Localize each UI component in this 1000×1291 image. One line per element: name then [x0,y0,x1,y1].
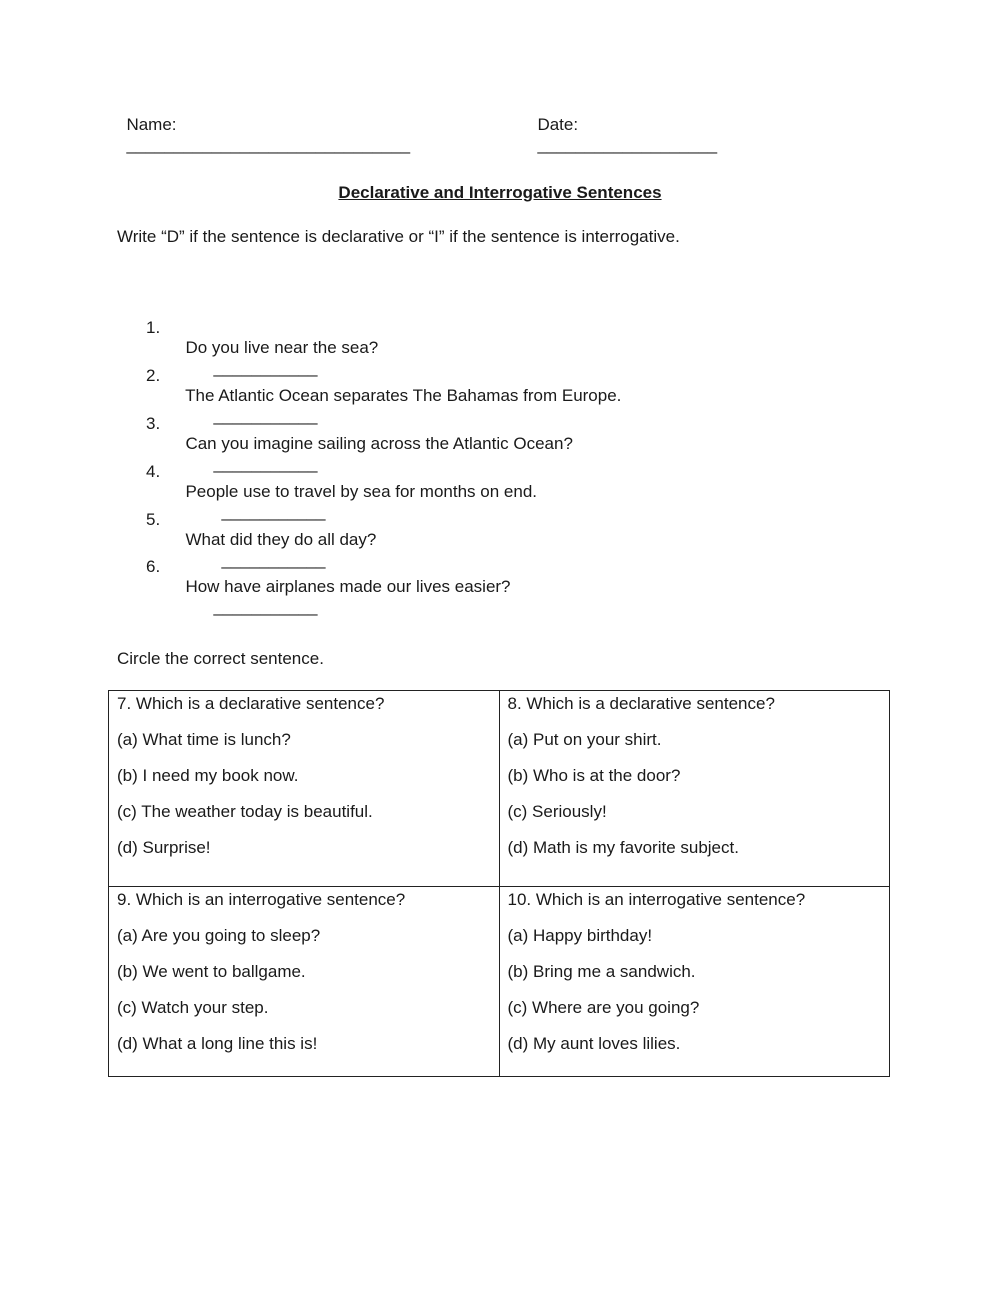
mc-option[interactable]: (b) Who is at the door? [507,766,681,785]
mc-option[interactable]: (c) Watch your step. [117,998,269,1017]
table-row [109,887,890,1077]
question-text: The Atlantic Ocean separates The Bahamas from Europe. [185,386,622,405]
mc-question: 10. Which is an interrogative sentence? [507,890,806,909]
mc-option[interactable]: (d) Surprise! [117,838,211,857]
question-cell [109,887,500,1077]
mc-option[interactable]: (b) I need my book now. [117,766,299,785]
mc-option[interactable]: (a) What time is lunch? [117,730,291,749]
question-text: People use to travel by sea for months on end. [185,482,537,501]
question-text: Do you live near the sea? [185,338,379,357]
mc-option[interactable]: (c) The weather today is beautiful. [117,802,373,821]
answer-blank[interactable]: ___________ [213,358,318,377]
mc-option[interactable]: (c) Seriously! [507,802,607,821]
question-number: 5. [146,510,161,529]
question-cell [109,691,500,887]
table-row [109,691,890,887]
answer-blank[interactable]: ___________ [213,454,318,473]
name-label: Name: [126,115,177,134]
mc-question: 9. Which is an interrogative sentence? [117,890,406,909]
mc-option[interactable]: (a) Put on your shirt. [507,730,662,749]
answer-blank[interactable]: ___________ [221,550,326,569]
mc-option[interactable]: (c) Where are you going? [507,998,700,1017]
date-blank[interactable]: ___________________ [537,135,718,154]
answer-blank[interactable]: ___________ [213,406,318,425]
answer-blank[interactable]: ___________ [213,597,318,616]
question-number: 3. [146,414,161,433]
circle-instruction: Circle the correct sentence. [117,649,324,668]
question-number: 2. [146,366,161,385]
mc-question: 7. Which is a declarative sentence? [117,694,385,713]
worksheet-title: Declarative and Interrogative Sentences [338,183,662,202]
question-text: How have airplanes made our lives easier? [185,577,511,596]
mc-option[interactable]: (a) Happy birthday! [507,926,653,945]
date-label: Date: [537,115,579,134]
mc-option[interactable]: (d) My aunt loves lilies. [507,1034,681,1053]
name-field[interactable] [117,95,410,155]
question-text: What did they do all day? [185,530,377,549]
question-cell [499,691,890,887]
mc-question: 8. Which is a declarative sentence? [507,694,775,713]
question-number: 4. [146,462,161,481]
date-field[interactable] [528,95,717,155]
question-number: 1. [146,318,161,337]
mc-option[interactable]: (d) What a long line this is! [117,1034,318,1053]
question-cell [499,887,890,1077]
mc-option[interactable]: (b) We went to ballgame. [117,962,306,981]
question-text: Can you imagine sailing across the Atlantic Ocean? [185,434,573,453]
multiple-choice-table [108,690,890,1077]
question-item [176,557,511,617]
mc-option[interactable]: (a) Are you going to sleep? [117,926,321,945]
mc-option[interactable]: (b) Bring me a sandwich. [507,962,696,981]
instructions: Write “D” if the sentence is declarative or “I” if the sentence is interrogative. [117,227,680,246]
answer-blank[interactable]: ___________ [221,502,326,521]
mc-option[interactable]: (d) Math is my favorite subject. [507,838,739,857]
question-number: 6. [146,557,161,576]
name-blank[interactable]: ______________________________ [126,135,411,154]
